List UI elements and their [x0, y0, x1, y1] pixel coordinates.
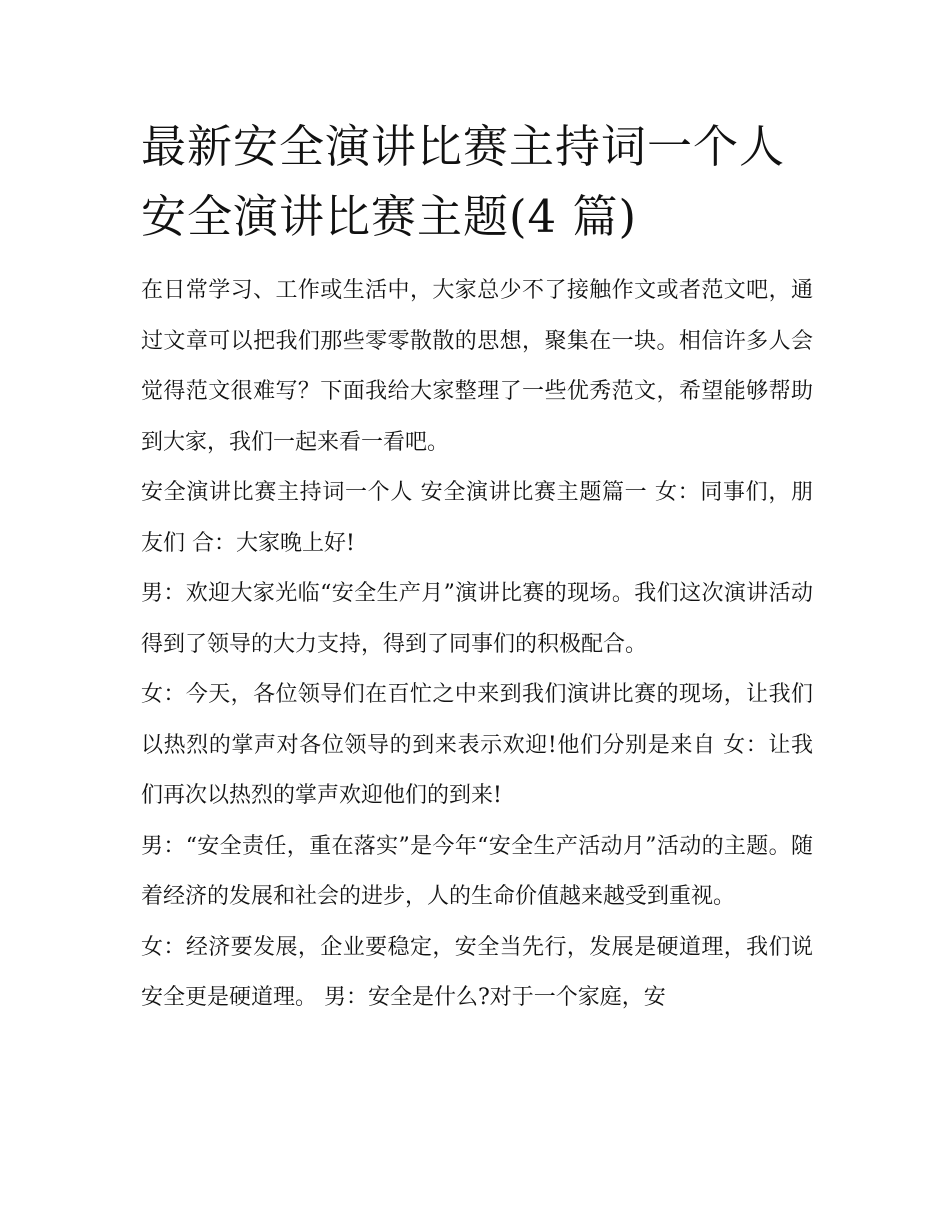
paragraph-economy: 女：经济要发展，企业要稳定，安全当先行，发展是硬道理，我们说安全更是硬道理。 男：安全是什么?对于一个家庭，安 — [141, 934, 813, 1010]
paragraph-opening: 安全演讲比赛主持词一个人 安全演讲比赛主题篇一 女：同事们，朋友们 合：大家晚上好! — [141, 480, 813, 556]
document-page — [141, 112, 813, 1024]
paragraph-leaders: 女：今天，各位领导们在百忙之中来到我们演讲比赛的现场，让我们以热烈的掌声对各位领导的到来表示欢迎!他们分别是来自 女：让我们再次以热烈的掌声欢迎他们的到来! — [141, 682, 813, 808]
paragraph-theme: 男：“安全责任，重在落实”是今年“安全生产活动月”活动的主题。随着经济的发展和社会的进步，人的生命价值越来越受到重视。 — [141, 833, 813, 909]
document-title: 最新安全演讲比赛主持词一个人 安全演讲比赛主题(4 篇) — [141, 120, 786, 243]
paragraph-welcome: 男：欢迎大家光临“安全生产月”演讲比赛的现场。我们这次演讲活动得到了领导的大力支持，得到了同事们的积极配合。 — [141, 581, 813, 657]
paragraph-intro: 在日常学习、工作或生活中，大家总少不了接触作文或者范文吧，通过文章可以把我们那些零零散散的思想，聚集在一块。相信许多人会觉得范文很难写？下面我给大家整理了一些优秀范文，希望能够帮助到大家，我们一起来看一看吧。 — [141, 278, 813, 455]
